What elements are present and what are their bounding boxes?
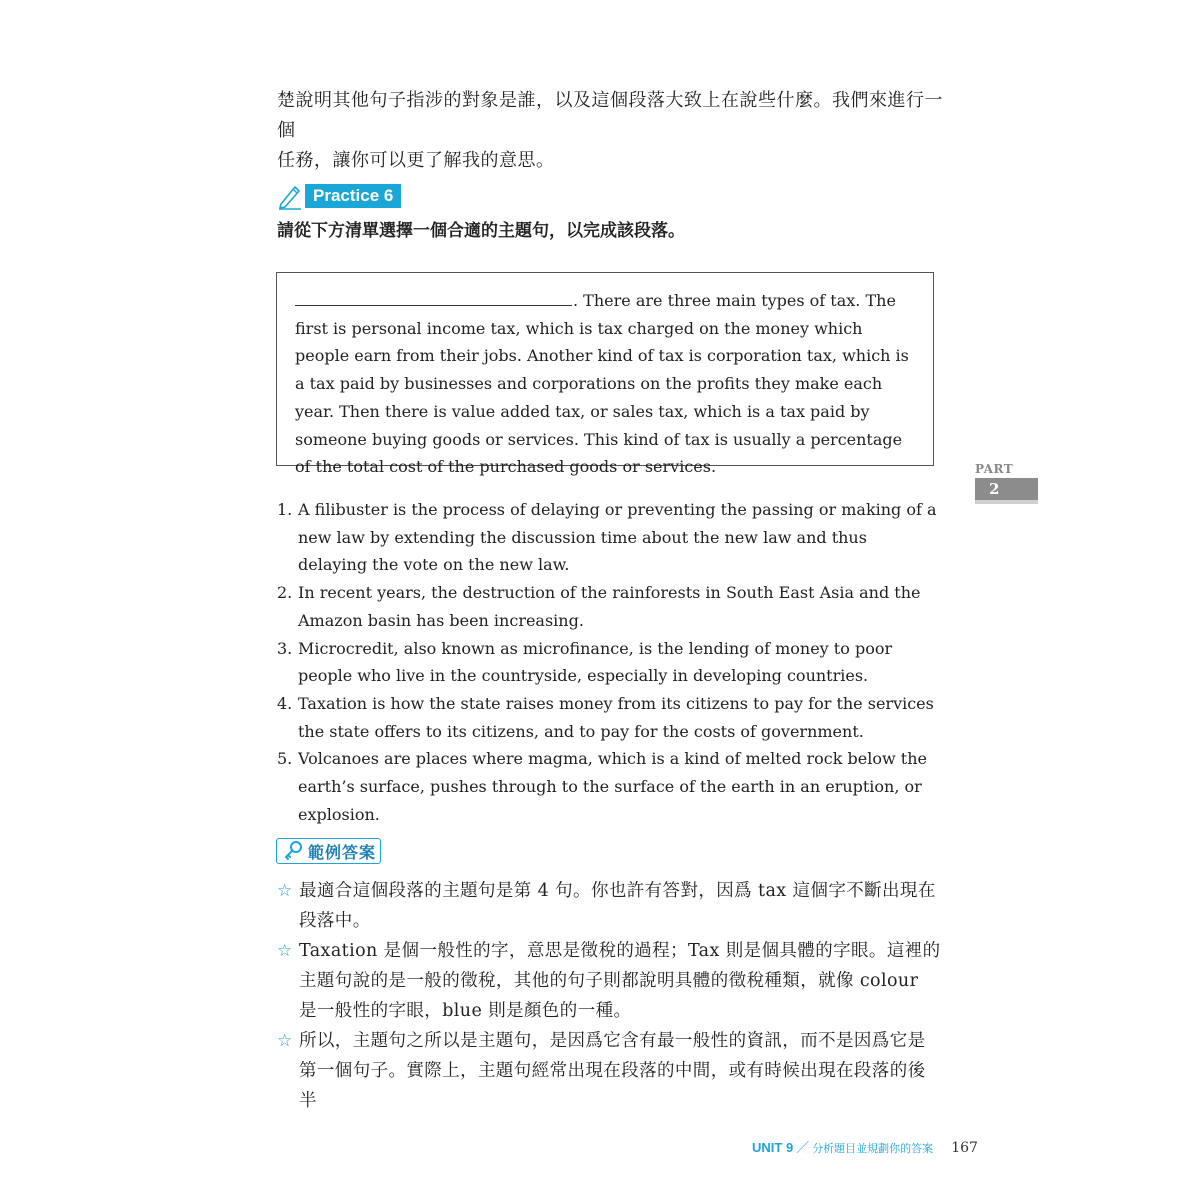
topic-sentence-blank (295, 289, 572, 306)
star-icon: ☆ (277, 881, 293, 901)
list-item (277, 579, 937, 634)
page-number: 167 (951, 1140, 978, 1156)
footer-title: 分析題目並規劃你的答案 (812, 1142, 934, 1155)
option-text: A filibuster is the process of delaying or preventing the passing or making of a new law by extending the discussion time about the new law and thus delaying the vote on the new law. (298, 500, 937, 575)
part-side-tab (975, 462, 1038, 504)
page-footer (752, 1137, 978, 1156)
list-item (277, 745, 937, 828)
answer-text: Taxation 是個一般性的字，意思是徵稅的過程；Tax 則是個具體的字眼。這裡的主題句說的是一般的徵稅，其他的句子則都說明具體的徵稅種類，就像 colour 是一般性的字眼，blue 則是顏色的一種。 (299, 941, 941, 1021)
footer-separator: ／ (796, 1141, 810, 1156)
option-text: In recent years, the destruction of the rainforests in South East Asia and the Amazon basin has been increasing. (298, 583, 921, 630)
sentence-options-list (277, 496, 937, 828)
list-item (277, 496, 937, 579)
option-number: 4. (277, 693, 293, 713)
list-item (277, 876, 942, 936)
sample-answer-title: 範例答案 (308, 842, 377, 862)
footer-unit: UNIT 9 (752, 1140, 794, 1155)
paragraph-text: . There are three main types of tax. The first is personal income tax, which is tax charged on the money which people earn from their jobs. Another kind of tax is corporation tax, which is a tax paid by businesses and corporations on the profits they make each year. Then there is value added tax, or sales tax, which is a tax paid by someone buying goods or services. This kind of tax is usually a percentage of the total cost of the purchased goods or services. (295, 291, 909, 477)
intro-line-1: 楚說明其他句子指涉的對象是誰，以及這個段落大致上在說些什麼。我們來進行一個 (277, 90, 943, 141)
list-item (277, 690, 937, 745)
star-icon: ☆ (277, 1031, 293, 1051)
option-number: 1. (277, 500, 293, 519)
intro-line-2: 任務，讓你可以更了解我的意思。 (277, 150, 555, 171)
option-number: 2. (277, 583, 293, 603)
list-item (277, 936, 942, 1026)
option-number: 5. (277, 749, 293, 769)
part-number: 2 (975, 478, 1038, 504)
paragraph-box (276, 272, 934, 477)
pencil-icon (277, 182, 303, 210)
key-icon (283, 840, 305, 862)
star-icon: ☆ (277, 941, 293, 961)
answer-text: 最適合這個段落的主題句是第 4 句。你也許有答對，因爲 tax 這個字不斷出現在段落中。 (299, 881, 936, 931)
option-text: Microcredit, also known as microfinance, is the lending of money to poor people who live in the countryside, especially in developing countries. (298, 638, 893, 686)
practice-header (277, 182, 401, 210)
practice-instruction: 請從下方清單選擇一個合適的主題句，以完成該段落。 (277, 221, 685, 241)
option-number: 3. (277, 638, 293, 658)
list-item (277, 1026, 942, 1116)
option-text: Volcanoes are places where magma, which is a kind of melted rock below the earth’s surface, pushes through to the surface of the earth in an eruption, or explosion. (298, 749, 927, 824)
paragraph (295, 287, 915, 481)
intro-text (277, 86, 947, 176)
answer-text: 所以，主題句之所以是主題句，是因爲它含有最一般性的資訊，而不是因爲它是第一個句子。實際上，主題句經常出現在段落的中間，或有時候出現在段落的後半 (299, 1031, 926, 1111)
practice-badge: Practice 6 (305, 184, 401, 208)
sample-answer-list (277, 876, 942, 1116)
list-item (277, 635, 937, 690)
sample-answer-header (276, 838, 381, 864)
part-label: PART (975, 462, 1014, 476)
option-text: Taxation is how the state raises money from its citizens to pay for the services the state offers to its citizens, and to pay for the costs of government. (298, 693, 934, 741)
